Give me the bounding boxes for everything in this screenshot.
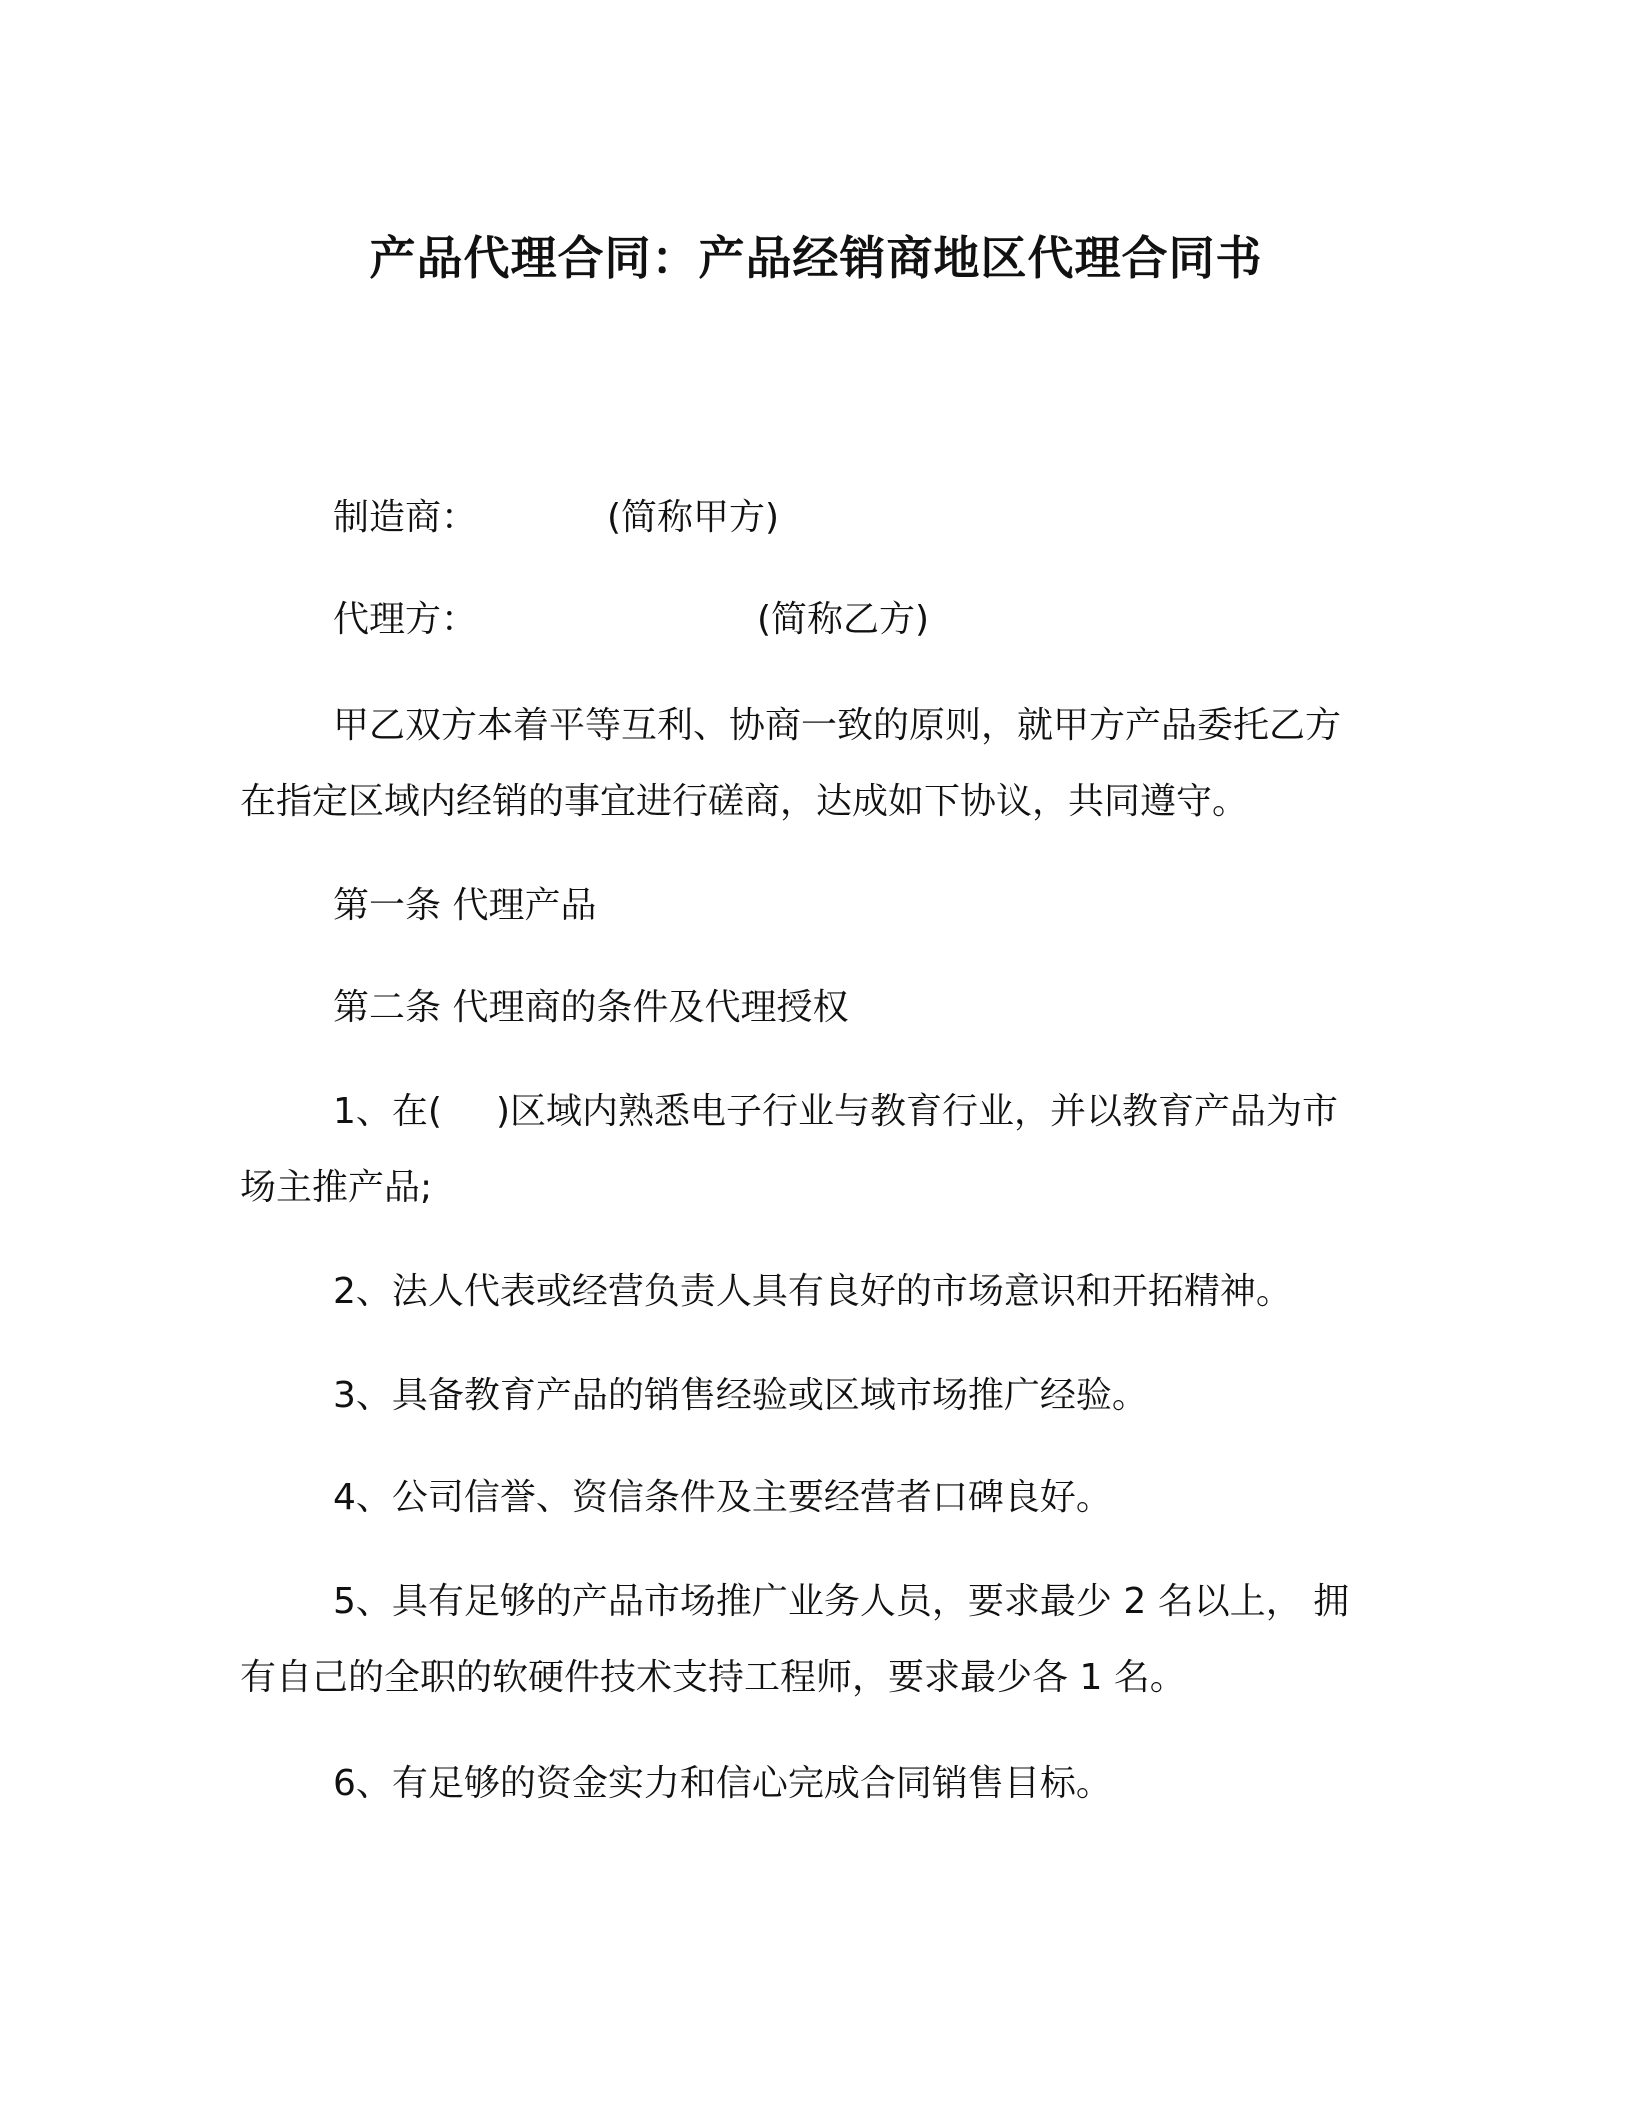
item-6: 6、有足够的资金实力和信心完成合同销售目标。 xyxy=(333,1763,1112,1804)
item-4: 4、公司信誉、资信条件及主要经营者口碑良好。 xyxy=(333,1477,1112,1518)
item-1-line-2: 场主推产品; xyxy=(240,1167,433,1208)
agent-note: (简称乙方) xyxy=(757,599,930,640)
item-5-line-2: 有自己的全职的软硬件技术支持工程师，要求最少各 1 名。 xyxy=(240,1657,1186,1698)
item-1-line-1 xyxy=(333,1090,1338,1134)
item-1-prefix: 1、在( xyxy=(333,1091,442,1132)
agent-label: 代理方： xyxy=(333,599,478,640)
manufacturer-line xyxy=(333,496,779,540)
item-1-text: )区域内熟悉电子行业与教育行业，并以教育产品为市 xyxy=(495,1091,1338,1132)
intro-line-1: 甲乙双方本着平等互利、协商一致的原则，就甲方产品委托乙方 xyxy=(333,705,1342,746)
agent-line xyxy=(333,598,929,642)
document-title: 产品代理合同：产品经销商地区代理合同书 xyxy=(369,231,1263,285)
item-2: 2、法人代表或经营负责人具有良好的市场意识和开拓精神。 xyxy=(333,1271,1292,1312)
manufacturer-note: (简称甲方) xyxy=(607,497,780,538)
article-1-heading: 第一条 代理产品 xyxy=(333,885,597,926)
intro-line-2: 在指定区域内经销的事宜进行磋商，达成如下协议，共同遵守。 xyxy=(240,781,1249,822)
item-5-line-1: 5、具有足够的产品市场推广业务人员，要求最少 2 名以上， 拥 xyxy=(333,1581,1350,1622)
item-3: 3、具备教育产品的销售经验或区域市场推广经验。 xyxy=(333,1375,1148,1416)
article-2-heading: 第二条 代理商的条件及代理授权 xyxy=(333,987,849,1028)
manufacturer-label: 制造商： xyxy=(333,497,478,538)
